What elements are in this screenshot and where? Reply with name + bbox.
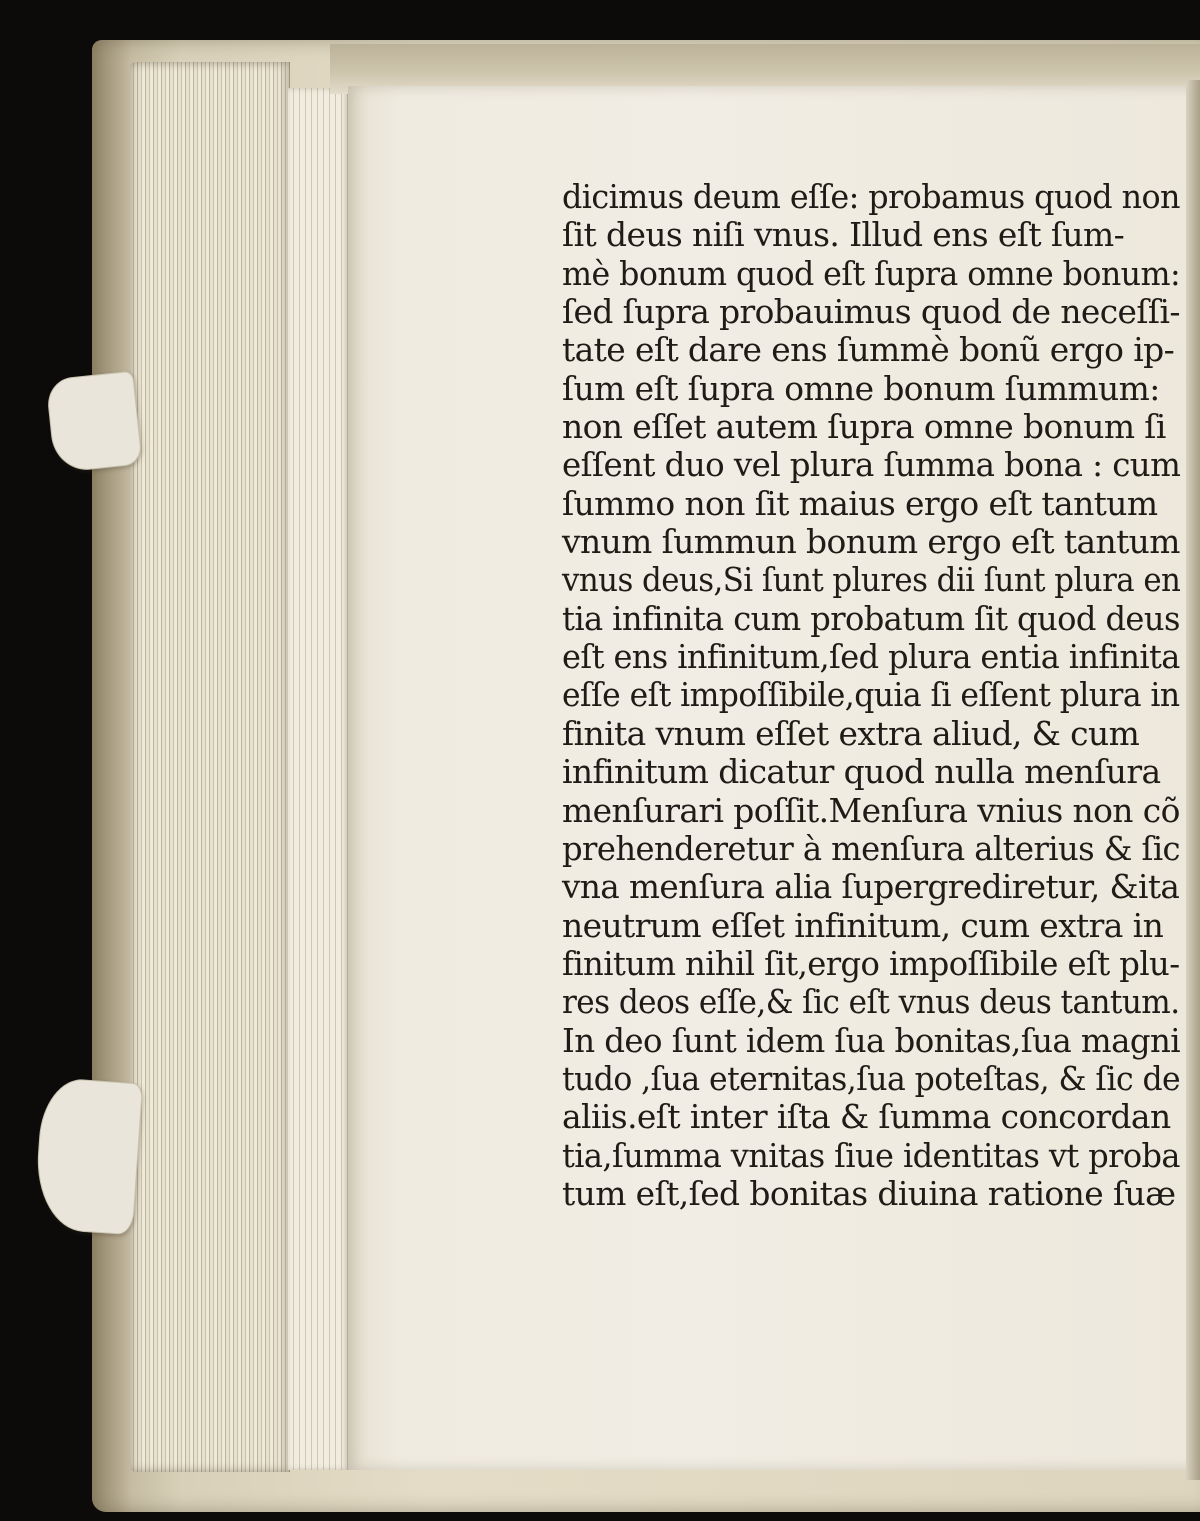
text-line: res deos eſſe,& ſic eſt vnus deus tantum. — [562, 982, 1180, 1022]
text-line: tudo ,ſua eternitas,ſua poteſtas, & ſic de — [562, 1058, 1181, 1098]
page-edges-stack — [130, 62, 290, 1472]
text-line: eſſe eſt impoſſibile,quia ſi eſſent plura in — [562, 675, 1180, 715]
text-line: vna menſura alia ſupergrediretur, &ita — [562, 867, 1180, 907]
text-line: ſummo non ſit maius ergo eſt tantum — [562, 483, 1158, 523]
page-edges-inner — [288, 88, 348, 1470]
text-line: infinitum dicatur quod nulla menſura — [562, 752, 1161, 792]
text-line: eſt ens infinitum,ſed plura entia infinita — [562, 637, 1180, 677]
text-line: prehenderetur à menſura alterius & ſic — [562, 828, 1181, 868]
text-line: eſſent duo vel plura ſumma bona : cum — [562, 445, 1181, 485]
text-line: tia,ſumma vnitas ſiue identitas vt proba — [562, 1135, 1180, 1175]
text-line: neutrum eſſet infinitum, cum extra in — [562, 905, 1164, 945]
spine-shadow — [92, 40, 132, 1512]
right-cover-edge — [1186, 80, 1200, 1480]
paper-tab-top — [45, 371, 142, 474]
text-line: vnum ſummun bonum ergo eſt tantum — [562, 522, 1180, 562]
text-line: dicimus deum eſſe: probamus quod non — [562, 177, 1180, 216]
text-line: mè bonum quod eſt ſupra omne bonum: — [562, 253, 1181, 293]
text-line: non eſſet autem ſupra omne bonum ſi — [562, 407, 1166, 447]
text-line: finita vnum eſſet extra aliud, & cum — [562, 713, 1140, 753]
page-text-block — [562, 178, 1182, 1213]
text-line: ſed ſupra probauimus quod de neceſſi- — [562, 292, 1180, 332]
text-line: ſit deus niſi vnus. Illud ens eſt ſum- — [562, 215, 1125, 255]
text-line: ſum eſt ſupra omne bonum ſummum: — [562, 368, 1160, 408]
text-line: tia infinita cum probatum ſit quod deus — [562, 598, 1180, 638]
text-line: finitum nihil ſit,ergo impoſſibile eſt plu- — [562, 943, 1180, 983]
text-line: menſurari poſſit.Menſura vnius non cõ — [562, 790, 1180, 830]
text-line: vnus deus,Si ſunt plures dii ſunt plura en — [562, 560, 1181, 600]
text-line: tate eſt dare ens ſummè bonũ ergo ip- — [562, 330, 1175, 370]
paper-tab-bottom — [33, 1077, 143, 1236]
text-line: tum eſt,ſed bonitas diuina ratione ſuæ — [562, 1173, 1176, 1213]
text-line: In deo ſunt idem ſua bonitas,ſua magni — [562, 1020, 1181, 1060]
text-line: aliis.eſt inter iſta & ſumma concordan — [562, 1097, 1171, 1137]
